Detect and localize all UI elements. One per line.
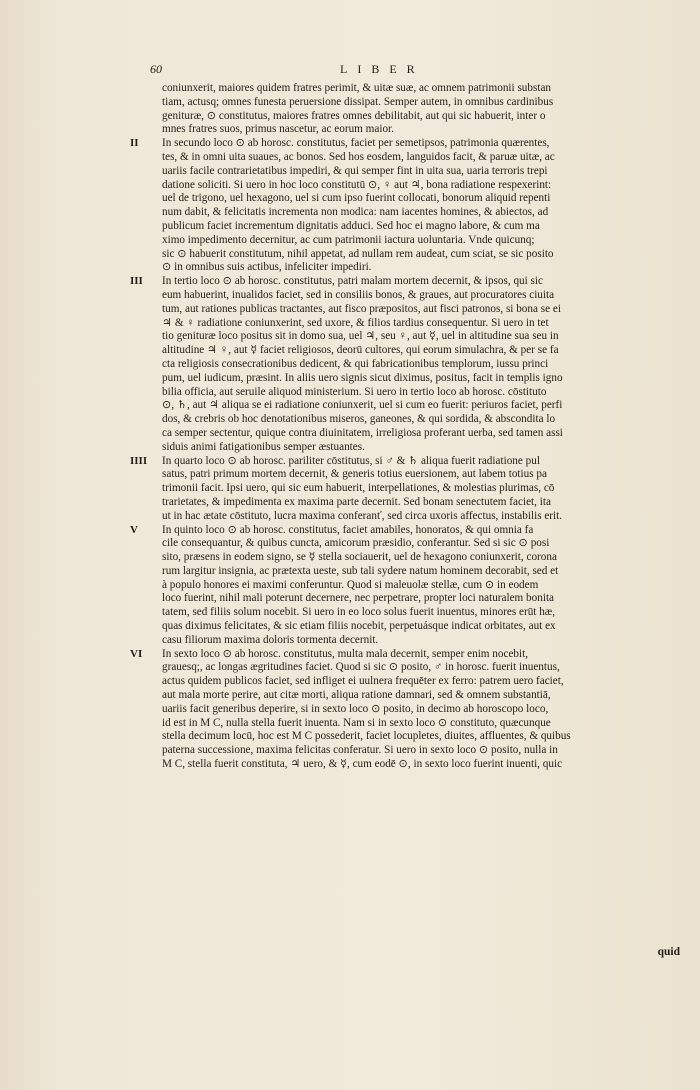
text-line: pum, uel iudicum, præsint. In aliis uero signis sicut diximus, positus, facit in templis igno [162, 371, 563, 384]
text-line: genituræ, ⊙ constitutus, maiores fratres omnes debilitabit, aut qui sic habuerit, inter o [162, 109, 546, 122]
text-line: tum, aut rationes publicas tractantes, aut fisco præpositos, aut fisci patronos, si bona se ei [162, 302, 561, 315]
text-line: uariis facile contrarietatibus impediri, & qui semper fint in uita sua, uaria terroris trepi [162, 164, 548, 177]
text-line: aut mala morte perire, aut citæ morti, aliqua ratione damnari, sed & omnem substantiā, [162, 689, 551, 702]
text-line: tatem, sed filiis solum nocebit. Si uero in eo loco solus fuerit inuentus, minores erūt hæ, [162, 606, 556, 619]
text-line: eum habuerint, inualidos faciet, sed in consiliis bonos, & graues, aut procuratores ciuita [162, 288, 555, 301]
text-line: dos, & crebris ob hoc denotationibus miseros, ganeones, & qui sordida, & abscondita lo [162, 413, 556, 426]
text-line: sic ⊙ habuerit constitutum, nihil appetat, ad nullam rem audeat, cum sciat, se sic posito [162, 247, 554, 260]
text-line: siduis animi fatigationibus semper æstuantes. [162, 440, 365, 453]
paragraph [130, 524, 680, 648]
text-block [130, 82, 680, 772]
text-line: publicum faciet incrementum dignitatis adduci. Sed hoc ei magno labore, & cum ma [162, 219, 540, 232]
text-line: ca semper sectentur, quique contra diuinitatem, irreligiosa proferant uerba, sed tamen assi [162, 426, 563, 439]
text-line: In secundo loco ⊙ ab horosc. constitutus, faciet per semetipsos, patrimonia quærentes, [162, 137, 550, 150]
text-line: num dabit, & felicitatis incrementa non modica: nam iacentes homines, & abiectos, ad [162, 206, 549, 219]
text-line: ximo impedimento decernitur, ac cum patrimonii iactura uoluntaria. Vnde quicunq; [162, 233, 535, 246]
text-line: actus quidem publicos faciet, sed infliget ei uulnera frequēter ex ferro: patrem uero faciet, [162, 675, 564, 688]
paragraph [130, 82, 680, 137]
text-line: In sexto loco ⊙ ab horosc. constitutus, multa mala decernit, semper enim nocebit, [162, 647, 529, 660]
text-line: stella decimum locū, hoc est M C possederit, faciet locupletes, diuites, affluentes, & quibus [162, 730, 571, 743]
text-line: tiam, actusq; omnes funesta peruersione dissipat. Semper autem, in omnibus cardinibus [162, 95, 554, 108]
text-line: ut in hac ætate cōstituto, lucra maxima conferanť, sed circa uxoris affectus, instabilis erit. [162, 509, 563, 522]
text-line: mnes fratres suos, primus nascetur, ac eorum maior. [162, 123, 394, 136]
paragraph [130, 275, 680, 454]
text-line: bilia officia, aut seruile aliquod ministerium. Si uero in tertio loco ab horosc. cōstituto [162, 385, 547, 398]
text-line: quas diximus felicitates, & sic etiam filiis nocebit, perpetuásque indicat orbitates, aut ex [162, 620, 556, 633]
text-line: coniunxerit, maiores quidem fratres perimit, & uitæ suæ, ac omnem patrimonii substan [162, 82, 552, 94]
catchword: quid [657, 946, 680, 958]
folio-number: 60 [150, 62, 162, 76]
text-line: datione soliciti. Si uero in hoc loco constitutū ⊙, ♀ aut ♃, bona radiatione respexerint: [162, 178, 552, 191]
running-head: LIBER [340, 62, 425, 76]
text-line: ♃ & ♀ radiatione coniunxerint, sed uxore, & filios tardius consequentur. Si uero in tet [162, 316, 549, 329]
text-line: ⊙, ♄, aut ♃ aliqua se ei radiatione coniunxerit, uel si cum eo fuerit: periuros faciet, perfi [162, 399, 563, 412]
text-line: uel de trigono, uel hexagono, uel si cum ipso fuerint collocati, bonorum aliquid repenti [162, 192, 551, 205]
text-line: tes, & in omni uita suaues, ac bonos. Sed hos eosdem, languidos facit, & paruæ uitæ, ac [162, 150, 555, 163]
paragraph [130, 648, 680, 772]
text-line: satus, patri primum mortem decernit, & generis totius euersionem, aut labem totius pa [162, 468, 547, 481]
page-header [150, 62, 480, 82]
text-line: à populo honores ei maximi conferuntur. Quod si maleuolæ stellæ, cum ⊙ in eodem [162, 578, 539, 591]
section-numeral: II [130, 137, 139, 150]
text-line: id est in M C, nulla stella fuerit inuenta. Nam si in sexto loco ⊙ constituto, quæcunque [162, 716, 551, 729]
text-line: paterna successione, maxima felicitas conferatur. Si uero in sexto loco ⊙ posito, nulla in [162, 744, 558, 757]
text-line: cta religiosis consecrationibus dedicent, & qui fabricationibus templorum, iussu princi [162, 357, 549, 370]
text-line: rum largitur insignia, ac prætexta ueste, sub tali sydere natum hominem decorabit, sed et [162, 564, 559, 577]
section-numeral: VI [130, 647, 143, 660]
text-line: uariis facit generibus deperire, si in sexto loco ⊙ posito, in decimo ab horoscopo loco, [162, 702, 549, 715]
paragraph [130, 137, 680, 275]
text-line: tio genituræ loco positus sit in domo sua, uel ♃, seu ♀, aut ☿, uel in altitudine sua seu in [162, 330, 559, 343]
text-line: In quinto loco ⊙ ab horosc. constitutus, faciet amabiles, honoratos, & qui omnia fa [162, 523, 534, 536]
text-line: cile consequantur, & quibus cuncta, amicorum præsidio, conferantur. Sed si sic ⊙ posi [162, 537, 550, 550]
text-line: casu filiorum maxima doloris tormenta decernit. [162, 633, 379, 646]
text-line: altitudine ♃ ♀, aut ☿ faciet religiosos, deorū cultores, qui eorum simulachra, & per se fa [162, 344, 559, 357]
text-line: trimonii facit. Ipsi uero, qui sic eum habuerit, interpellationes, & molestias plurimas, cō [162, 482, 555, 495]
text-line: sito, præsens in eodem signo, se ☿ stella sociauerit, uel de hexagono coniunxerit, corona [162, 551, 557, 564]
text-line: In quarto loco ⊙ ab horosc. pariliter cōstitutus, si ♂ & ♄ aliqua fuerit radiatione pul [162, 454, 540, 467]
text-line: grauesq;, ac longas ægritudines faciet. Quod si sic ⊙ posito, ♂ in horosc. fuerit inuentus, [162, 661, 560, 674]
paragraph [130, 455, 680, 524]
text-line: loco fuerint, nihil mali poterunt decernere, nec perpetrare, propter loci naturalem bonita [162, 592, 555, 605]
section-numeral: V [130, 523, 138, 536]
text-line: ⊙ in omnibus suis actibus, infeliciter impediri. [162, 261, 372, 274]
section-numeral: IIII [130, 454, 148, 467]
section-numeral: III [130, 275, 143, 288]
text-line: In tertio loco ⊙ ab horosc. constitutus, patri malam mortem decernit, & ipsos, qui sic [162, 275, 543, 288]
text-line: M C, stella fuerit constituta, ♃ uero, & ☿, cum eodē ⊙, in sexto loco fuerint inuenti, quic [162, 758, 563, 771]
text-line: trarietates, & impedimenta ex maxima parte decernit. Sed bonam senectutem faciet, ita [162, 495, 551, 508]
